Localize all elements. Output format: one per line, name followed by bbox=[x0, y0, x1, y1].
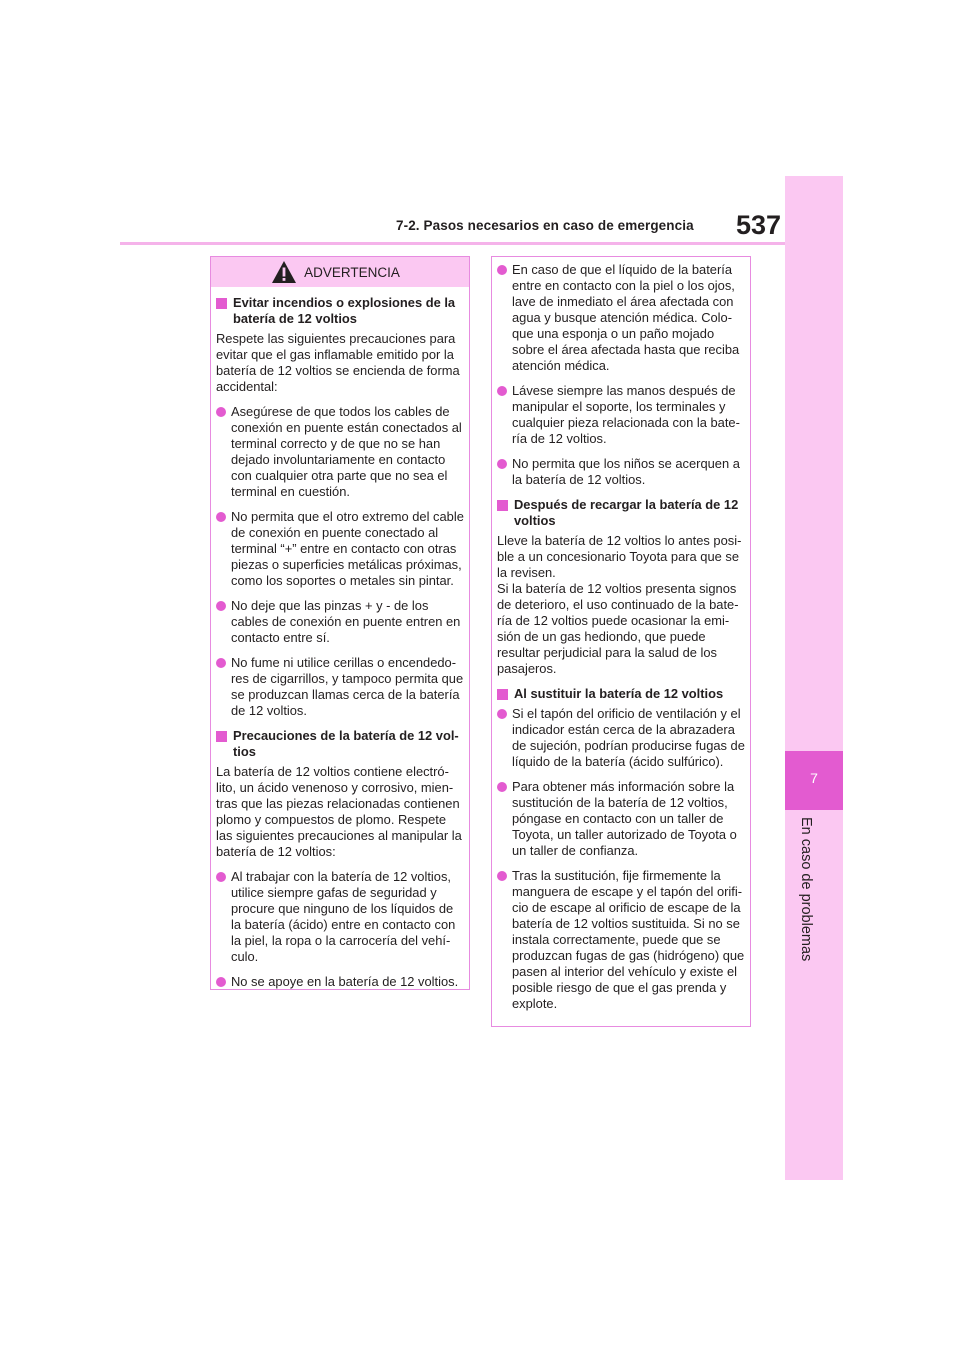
square-bullet-icon bbox=[497, 500, 508, 511]
section-heading: Evitar incendios o explosiones de la batería de 12 voltios bbox=[216, 295, 464, 327]
list-item: Lávese siempre las manos después de manipular el soporte, los terminales y cualquier pieza relacionada con la bate-ría de 12 voltios. bbox=[497, 383, 745, 447]
list-item: No fume ni utilice cerillas o encendedo-res de cigarrillos, y tampoco permita que se produzcan llamas cerca de la batería de 12 voltios. bbox=[216, 655, 464, 719]
paragraph: Respete las siguientes precauciones para evitar que el gas inflamable emitido por la batería de 12 voltios se encienda de forma accidental: bbox=[216, 331, 460, 394]
list-item: Asegúrese de que todos los cables de conexión en puente están conectados al terminal correcto y de que no se han dejado involuntariamente en contacto con cualquier otra parte que no sea el terminal en cuestión. bbox=[216, 404, 464, 500]
chapter-number: 7 bbox=[810, 770, 818, 786]
circle-bullet-icon bbox=[497, 386, 507, 396]
circle-bullet-icon bbox=[497, 782, 507, 792]
warning-box-left bbox=[210, 256, 470, 990]
list-item: No permita que los niños se acerquen a la batería de 12 voltios. bbox=[497, 456, 745, 488]
circle-bullet-icon bbox=[497, 459, 507, 469]
side-tab bbox=[785, 176, 843, 1180]
circle-bullet-icon bbox=[216, 601, 226, 611]
list-item: Para obtener más información sobre la sustitución de la batería de 12 voltios, póngase en contacto con un taller de Toyota, un taller autorizado de Toyota o un taller de confianza. bbox=[497, 779, 745, 859]
square-bullet-icon bbox=[497, 689, 508, 700]
square-bullet-icon bbox=[216, 298, 227, 309]
chapter-title: En caso de problemas bbox=[798, 817, 814, 962]
left-content bbox=[211, 287, 469, 990]
warning-header bbox=[211, 257, 469, 287]
list-item: Al trabajar con la batería de 12 voltios, utilice siempre gafas de seguridad y procure que ninguno de los líquidos de la batería (ácido) entre en contacto con la piel, la ropa o la carrocería del vehí-culo. bbox=[216, 869, 464, 965]
circle-bullet-icon bbox=[216, 512, 226, 522]
paragraph: La batería de 12 voltios contiene electró-lito, un ácido venenoso y corrosivo, mien-tras que las piezas relacionadas contienen plomo y compuestos de plomo. Respete las siguientes precauciones al manipular la batería de 12 voltios: bbox=[216, 764, 462, 859]
list-item: No permita que el otro extremo del cable de conexión en puente conectado al terminal “+” entre en contacto con otras piezas o superficies metálicas próximas, como los soportes o metales sin pintar. bbox=[216, 509, 464, 589]
right-content bbox=[492, 257, 750, 1012]
section-heading: Al sustituir la batería de 12 voltios bbox=[497, 686, 745, 702]
circle-bullet-icon bbox=[216, 658, 226, 668]
circle-bullet-icon bbox=[216, 977, 226, 987]
paragraph: Si la batería de 12 voltios presenta signos de deterioro, el uso continuado de la bate-ría de 12 voltios puede ocasionar la emi-sión de un gas hediondo, que puede resultar perjudicial para la salud de los pasajeros. bbox=[497, 581, 739, 676]
circle-bullet-icon bbox=[497, 265, 507, 275]
circle-bullet-icon bbox=[216, 872, 226, 882]
warning-box-right bbox=[491, 256, 751, 1027]
paragraph: Lleve la batería de 12 voltios lo antes posi-ble a un concesionario Toyota para que se la revisen. bbox=[497, 533, 742, 580]
header-rule bbox=[120, 242, 785, 245]
circle-bullet-icon bbox=[497, 709, 507, 719]
header-title: 7-2. Pasos necesarios en caso de emergencia bbox=[396, 218, 694, 233]
warning-triangle-icon bbox=[271, 260, 297, 284]
square-bullet-icon bbox=[216, 731, 227, 742]
list-item: Si el tapón del orificio de ventilación y el indicador están cerca de la abrazadera de sujeción, podrían producirse fugas de líquido de la batería (ácido sulfúrico). bbox=[497, 706, 745, 770]
page-number: 537 bbox=[736, 210, 782, 240]
section-heading: Precauciones de la batería de 12 vol-tios bbox=[216, 728, 464, 760]
circle-bullet-icon bbox=[497, 871, 507, 881]
list-item: Tras la sustitución, fije firmemente la manguera de escape y el tapón del orifi-cio de escape al orificio de escape de la batería de 12 voltios sustituida. Si no se instala correctamente, puede que se produzcan fugas de gas (hidrógeno) que pasen al interior del vehículo y existe el posible riesgo de que el gas prenda y explote. bbox=[497, 868, 745, 1012]
circle-bullet-icon bbox=[216, 407, 226, 417]
warning-heading: ADVERTENCIA bbox=[304, 264, 400, 280]
list-item: No deje que las pinzas + y - de los cables de conexión en puente entren en contacto entre sí. bbox=[216, 598, 464, 646]
list-item: En caso de que el líquido de la batería entre en contacto con la piel o los ojos, lave de inmediato el área afectada con agua y busque atención médica. Colo-que una esponja o un paño mojado sobre el área afectada hasta que reciba atención médica. bbox=[497, 262, 745, 374]
list-item: No se apoye en la batería de 12 voltios. bbox=[216, 974, 464, 990]
section-heading: Después de recargar la batería de 12 voltios bbox=[497, 497, 745, 529]
